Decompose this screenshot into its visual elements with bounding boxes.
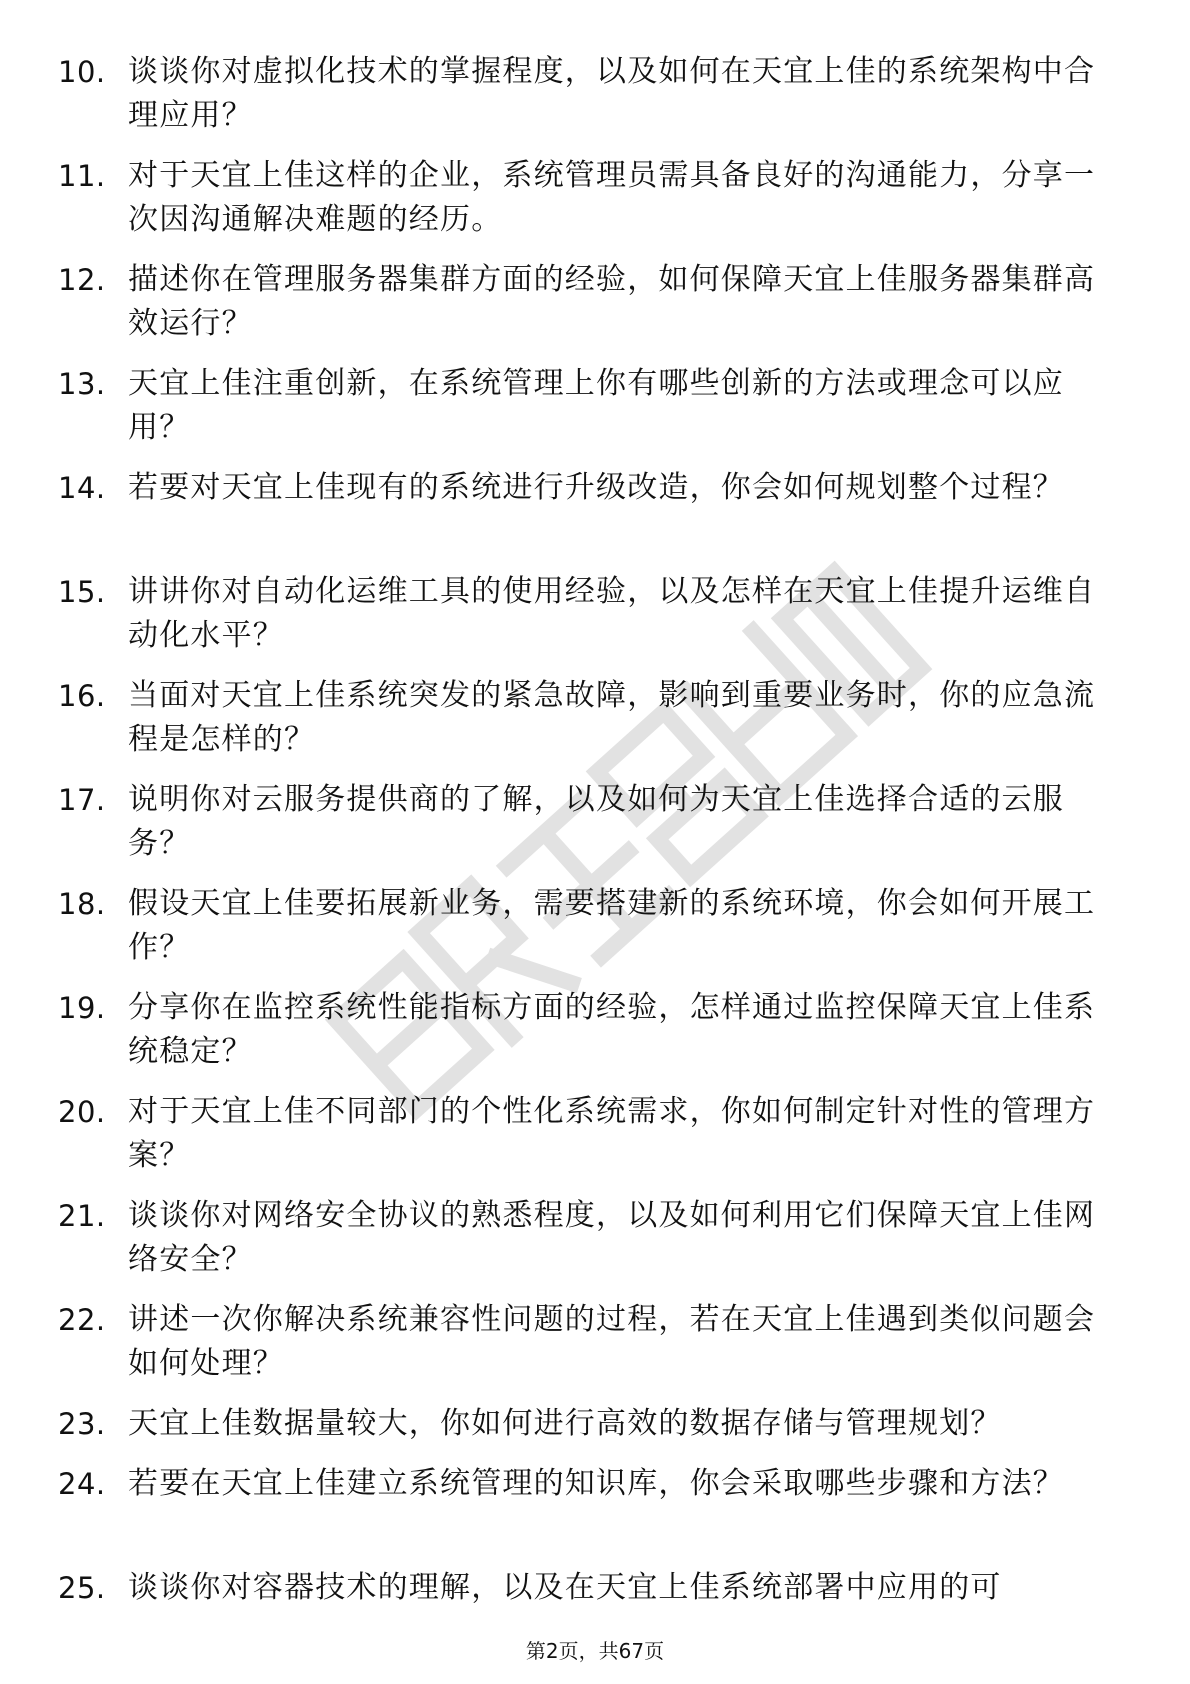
question-text: 对于天宜上佳不同部门的个性化系统需求，你如何制定针对性的管理方案？ [128, 1094, 1096, 1173]
question-text: 谈谈你对网络安全协议的熟悉程度，以及如何利用它们保障天宜上佳网络安全？ [128, 1198, 1096, 1277]
question-number: 25. [58, 1571, 106, 1605]
question-text: 讲讲你对自动化运维工具的使用经验，以及怎样在天宜上佳提升运维自动化水平？ [128, 574, 1096, 653]
question-number: 16. [58, 679, 106, 713]
question-item [58, 362, 1118, 466]
question-number: 14. [58, 471, 106, 505]
question-number: 22. [58, 1303, 106, 1337]
question-item [58, 882, 1118, 986]
question-number: 17. [58, 783, 106, 817]
question-text: 天宜上佳注重创新，在系统管理上你有哪些创新的方法或理念可以应用？ [128, 366, 1064, 445]
question-number: 21. [58, 1199, 106, 1233]
question-item [58, 1402, 1118, 1462]
question-item [58, 986, 1118, 1090]
question-text: 谈谈你对虚拟化技术的掌握程度，以及如何在天宜上佳的系统架构中合理应用？ [128, 54, 1096, 133]
question-text: 说明你对云服务提供商的了解，以及如何为天宜上佳选择合适的云服务？ [128, 782, 1064, 861]
question-number: 24. [58, 1467, 106, 1501]
question-item [58, 778, 1118, 882]
question-number: 23. [58, 1407, 106, 1441]
question-item [58, 466, 1118, 570]
question-number: 15. [58, 575, 106, 609]
question-item [58, 258, 1118, 362]
question-text: 若要在天宜上佳建立系统管理的知识库，你会采取哪些步骤和方法？ [128, 1466, 1064, 1501]
question-text: 讲述一次你解决系统兼容性问题的过程，若在天宜上佳遇到类似问题会如何处理？ [128, 1302, 1096, 1381]
question-list [58, 50, 1118, 1616]
question-number: 19. [58, 991, 106, 1025]
question-item [58, 570, 1118, 674]
question-number: 20. [58, 1095, 106, 1129]
question-number: 18. [58, 887, 106, 921]
question-text: 谈谈你对容器技术的理解，以及在天宜上佳系统部署中应用的可 [128, 1570, 1002, 1605]
question-text: 描述你在管理服务器集群方面的经验，如何保障天宜上佳服务器集群高效运行？ [128, 262, 1096, 341]
question-text: 若要对天宜上佳现有的系统进行升级改造，你会如何规划整个过程？ [128, 470, 1064, 505]
question-text: 分享你在监控系统性能指标方面的经验，怎样通过监控保障天宜上佳系统稳定？ [128, 990, 1096, 1069]
question-text: 对于天宜上佳这样的企业，系统管理员需具备良好的沟通能力，分享一次因沟通解决难题的经历。 [128, 158, 1096, 237]
question-text: 假设天宜上佳要拓展新业务，需要搭建新的系统环境，你会如何开展工作？ [128, 886, 1096, 965]
question-item [58, 1090, 1118, 1194]
question-item [58, 674, 1118, 778]
question-text: 天宜上佳数据量较大，你如何进行高效的数据存储与管理规划？ [128, 1406, 1002, 1441]
question-number: 13. [58, 367, 106, 401]
page-number-footer: 第2页，共67页 [525, 1639, 665, 1663]
question-number: 12. [58, 263, 106, 297]
question-item [58, 1298, 1118, 1402]
question-number: 11. [58, 159, 106, 193]
question-item [58, 1194, 1118, 1298]
question-item [58, 1462, 1118, 1566]
question-item [58, 50, 1118, 154]
question-item [58, 154, 1118, 258]
question-item [58, 1566, 1118, 1616]
question-number: 10. [58, 55, 106, 89]
question-text: 当面对天宜上佳系统突发的紧急故障，影响到重要业务时，你的应急流程是怎样的？ [128, 678, 1096, 757]
